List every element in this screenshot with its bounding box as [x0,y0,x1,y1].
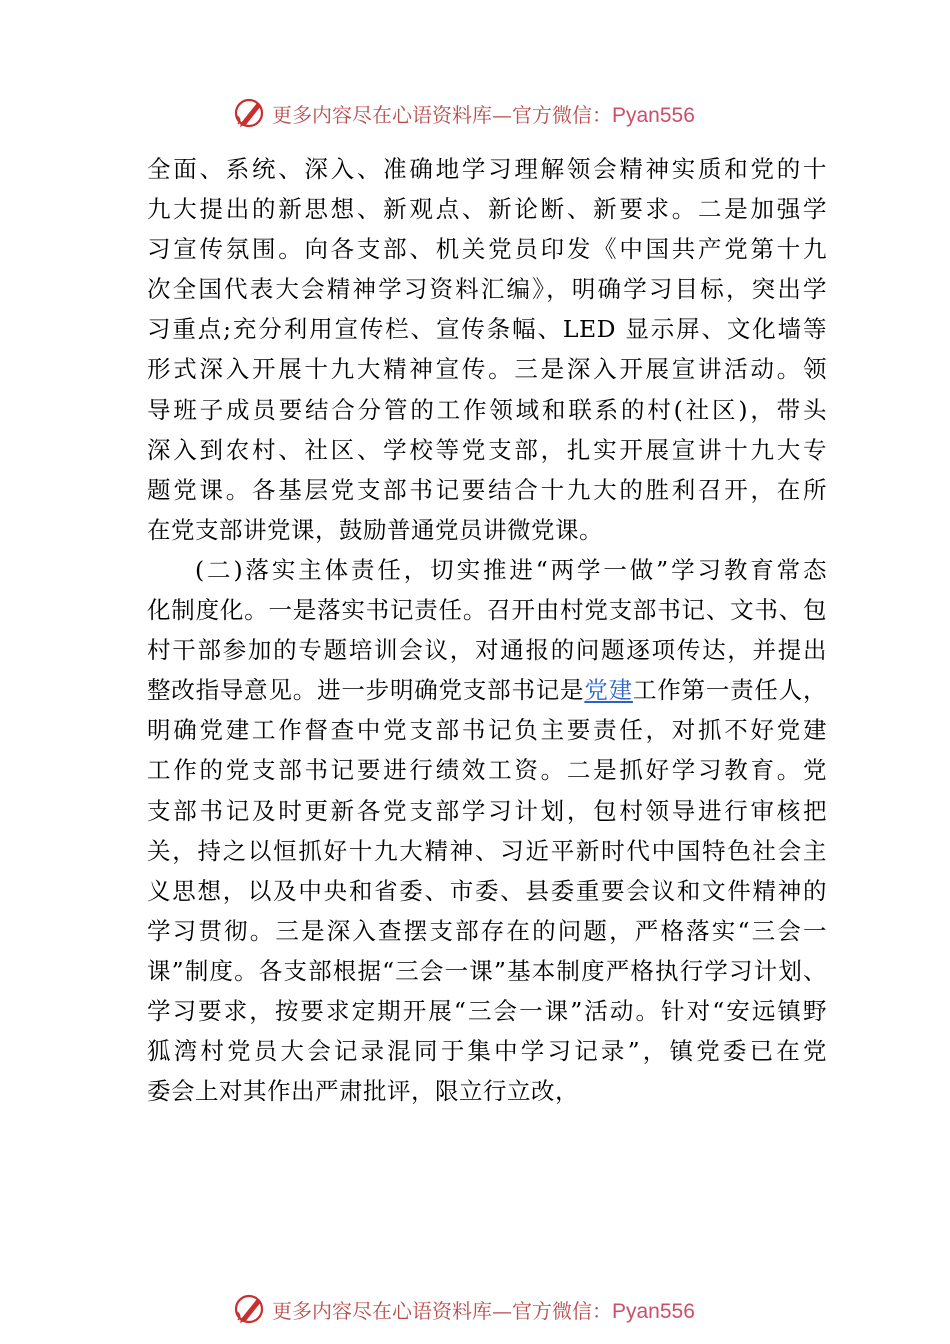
text-line: 九大提出的新思想、新观点、新论断、新要求。二是加强学 [147,195,827,224]
text-segment: 整改指导意见。进一步明确党支部书记是 [147,676,585,705]
text-line: 形式深入开展十九大精神宣传。三是深入开展宣讲活动。领 [147,355,827,384]
text-line: 义思想，以及中央和省委、市委、县委重要会议和文件精神的 [147,876,827,905]
watermark-separator: — [492,1298,512,1323]
text-line: 全面、系统、深入、准确地学习理解领会精神实质和党的十 [147,155,827,183]
watermark-wechat-id: Pyan556 [612,1299,695,1323]
document-body [147,149,827,1111]
text-line: 题党课。各基层党支部书记要结合十九大的胜利召开，在所 [147,475,827,504]
pen-logo-icon [232,96,268,130]
watermark-wechat-id: Pyan556 [612,103,695,127]
paragraph-1 [147,149,827,550]
watermark-text [272,1295,695,1324]
watermark-separator: — [492,102,512,127]
text-line: 明确党建工作督查中党支部书记负主要责任，对抓不好党建 [147,716,827,745]
pen-logo-icon [232,1292,268,1326]
watermark-prefix: 更多内容尽在心语资料库 [272,1298,492,1323]
text-segment: 工作第一责任人， [632,676,828,705]
text-line: 村干部参加的专题培训会议，对通报的问题逐项传达，并提出 [147,636,827,665]
party-building-link[interactable]: 党建 [584,676,633,705]
text-line: 学习贯彻。三是深入查摆支部存在的问题，严格落实“三会一 [147,916,827,945]
text-line: 习重点;充分利用宣传栏、宣传条幅、LED 显示屏、文化墙等 [147,315,827,344]
text-line: 在党支部讲党课，鼓励普通党员讲微党课。 [147,515,603,544]
paragraph-2 [147,550,827,1111]
text-line: 学习要求，按要求定期开展“三会一课”活动。针对“安远镇野 [147,996,827,1025]
text-line: 次全国代表大会精神学习资料汇编》，明确学习目标，突出学 [147,275,827,304]
watermark-text [272,99,695,128]
text-line: 工作的党支部书记要进行绩效工资。二是抓好学习教育。党 [147,756,827,785]
watermark-wechat-label: 官方微信： [512,1298,612,1323]
watermark-wechat-label: 官方微信： [512,102,612,127]
text-line-with-link [147,670,827,710]
watermark-prefix: 更多内容尽在心语资料库 [272,102,492,127]
text-line: 支部书记及时更新各党支部学习计划，包村领导进行审核把 [147,796,827,825]
text-line: 导班子成员要结合分管的工作领域和联系的村(社区)，带头 [147,395,827,424]
text-line: 委会上对其作出严肃批评，限立行立改， [147,1077,579,1106]
text-line: (二)落实主体责任，切实推进“两学一做”学习教育常态 [195,555,827,584]
text-line: 狐湾村党员大会记录混同于集中学习记录”，镇党委已在党 [147,1037,827,1066]
text-line: 课”制度。各支部根据“三会一课”基本制度严格执行学习计划、 [147,956,827,985]
header-watermark [232,96,695,130]
text-line: 习宣传氛围。向各支部、机关党员印发《中国共产党第十九 [147,235,827,264]
text-line: 关，持之以恒抓好十九大精神、习近平新时代中国特色社会主 [147,836,827,865]
footer-watermark [232,1292,695,1326]
text-line: 深入到农村、社区、学校等党支部，扎实开展宣讲十九大专 [147,435,827,464]
text-line: 化制度化。一是落实书记责任。召开由村党支部书记、文书、包 [147,596,827,625]
